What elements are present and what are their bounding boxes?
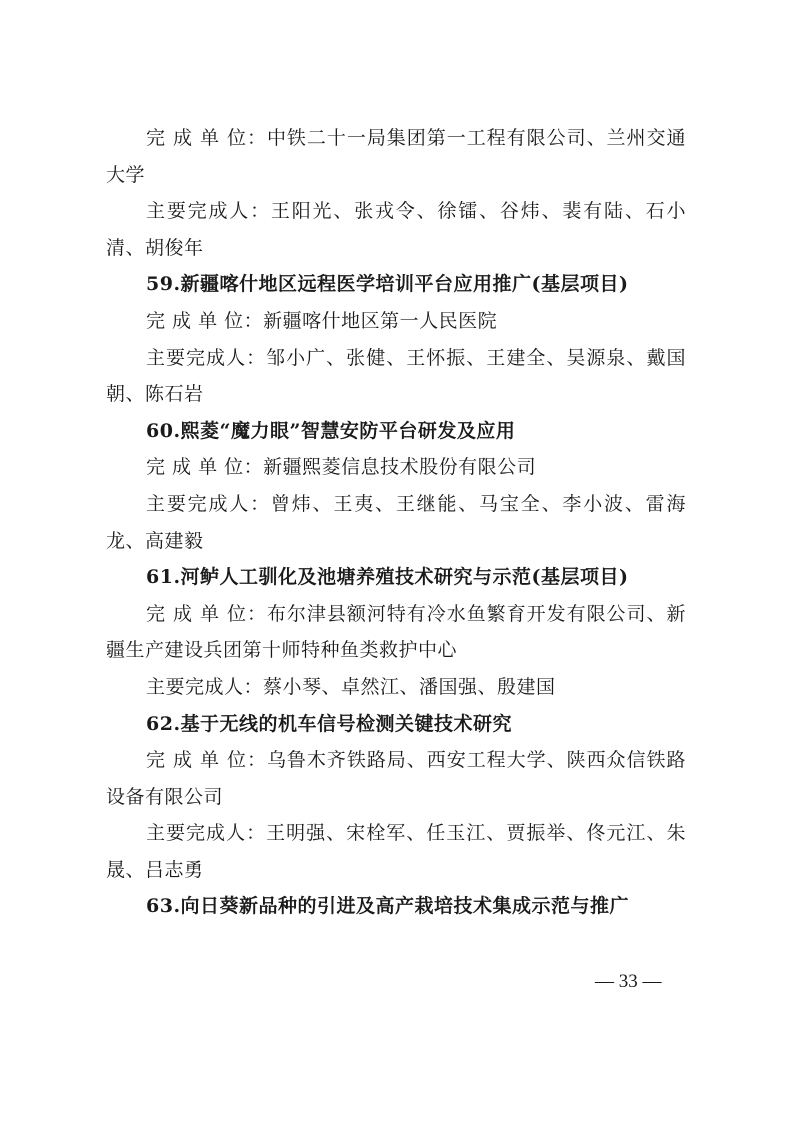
people-line — [106, 486, 686, 559]
unit-line — [106, 596, 686, 669]
document-body — [106, 120, 686, 925]
unit-label: 完 成 单 位： — [146, 602, 267, 625]
unit-label: 完 成 单 位： — [146, 749, 267, 772]
people-line — [106, 340, 686, 413]
project-title: 60.熙菱“魔力眼”智慧安防平台研发及应用 — [146, 419, 516, 442]
unit-value: 新疆熙菱信息技术股份有限公司 — [263, 456, 537, 479]
project-title: 62.基于无线的机车信号检测关键技术研究 — [146, 712, 513, 735]
people-value: 蔡小琴、卓然江、潘国强、殷建国 — [263, 675, 556, 698]
unit-line — [106, 303, 686, 340]
unit-line — [106, 120, 686, 193]
people-label: 主要完成人： — [146, 200, 271, 223]
unit-label: 完 成 单 位： — [146, 127, 267, 149]
people-label: 主要完成人： — [146, 492, 271, 515]
unit-label: 完 成 单 位： — [146, 309, 264, 332]
people-label: 主要完成人： — [146, 822, 267, 845]
people-value: 王阳光、张戎令、徐镭、谷炜、裴有陆、石小清、胡俊年 — [106, 200, 686, 259]
people-line — [106, 193, 686, 266]
people-value: 王明强、宋栓军、任玉江、贾振举、佟元江、朱晟、吕志勇 — [106, 822, 686, 881]
unit-value: 布尔津县额河特有冷水鱼繁育开发有限公司、新疆生产建设兵团第十师特种鱼类救护中心 — [106, 602, 686, 662]
unit-value: 新疆喀什地区第一人民医院 — [263, 309, 498, 332]
people-value: 邹小广、张健、王怀振、王建全、吴源泉、戴国朝、陈石岩 — [106, 346, 686, 406]
people-label: 主要完成人： — [146, 346, 267, 369]
people-value: 曾炜、王夷、王继能、马宝全、李小波、雷海龙、高建毅 — [106, 492, 686, 552]
people-line — [106, 669, 686, 706]
unit-label: 完 成 单 位： — [146, 456, 264, 479]
people-line — [106, 815, 686, 888]
project-title: 63.向日葵新品种的引进及高产栽培技术集成示范与推广 — [146, 895, 630, 918]
unit-value: 中铁二十一局集团第一工程有限公司、兰州交通大学 — [106, 127, 686, 186]
people-label: 主要完成人： — [146, 675, 264, 698]
unit-value: 乌鲁木齐铁路局、西安工程大学、陕西众信铁路设备有限公司 — [106, 749, 686, 808]
unit-line — [106, 449, 686, 486]
project-title: 59.新疆喀什地区远程医学培训平台应用推广(基层项目) — [146, 273, 629, 296]
unit-line — [106, 742, 686, 815]
page-number: — 33 — — [595, 971, 662, 992]
project-title: 61.河鲈人工驯化及池塘养殖技术研究与示范(基层项目) — [146, 566, 629, 589]
